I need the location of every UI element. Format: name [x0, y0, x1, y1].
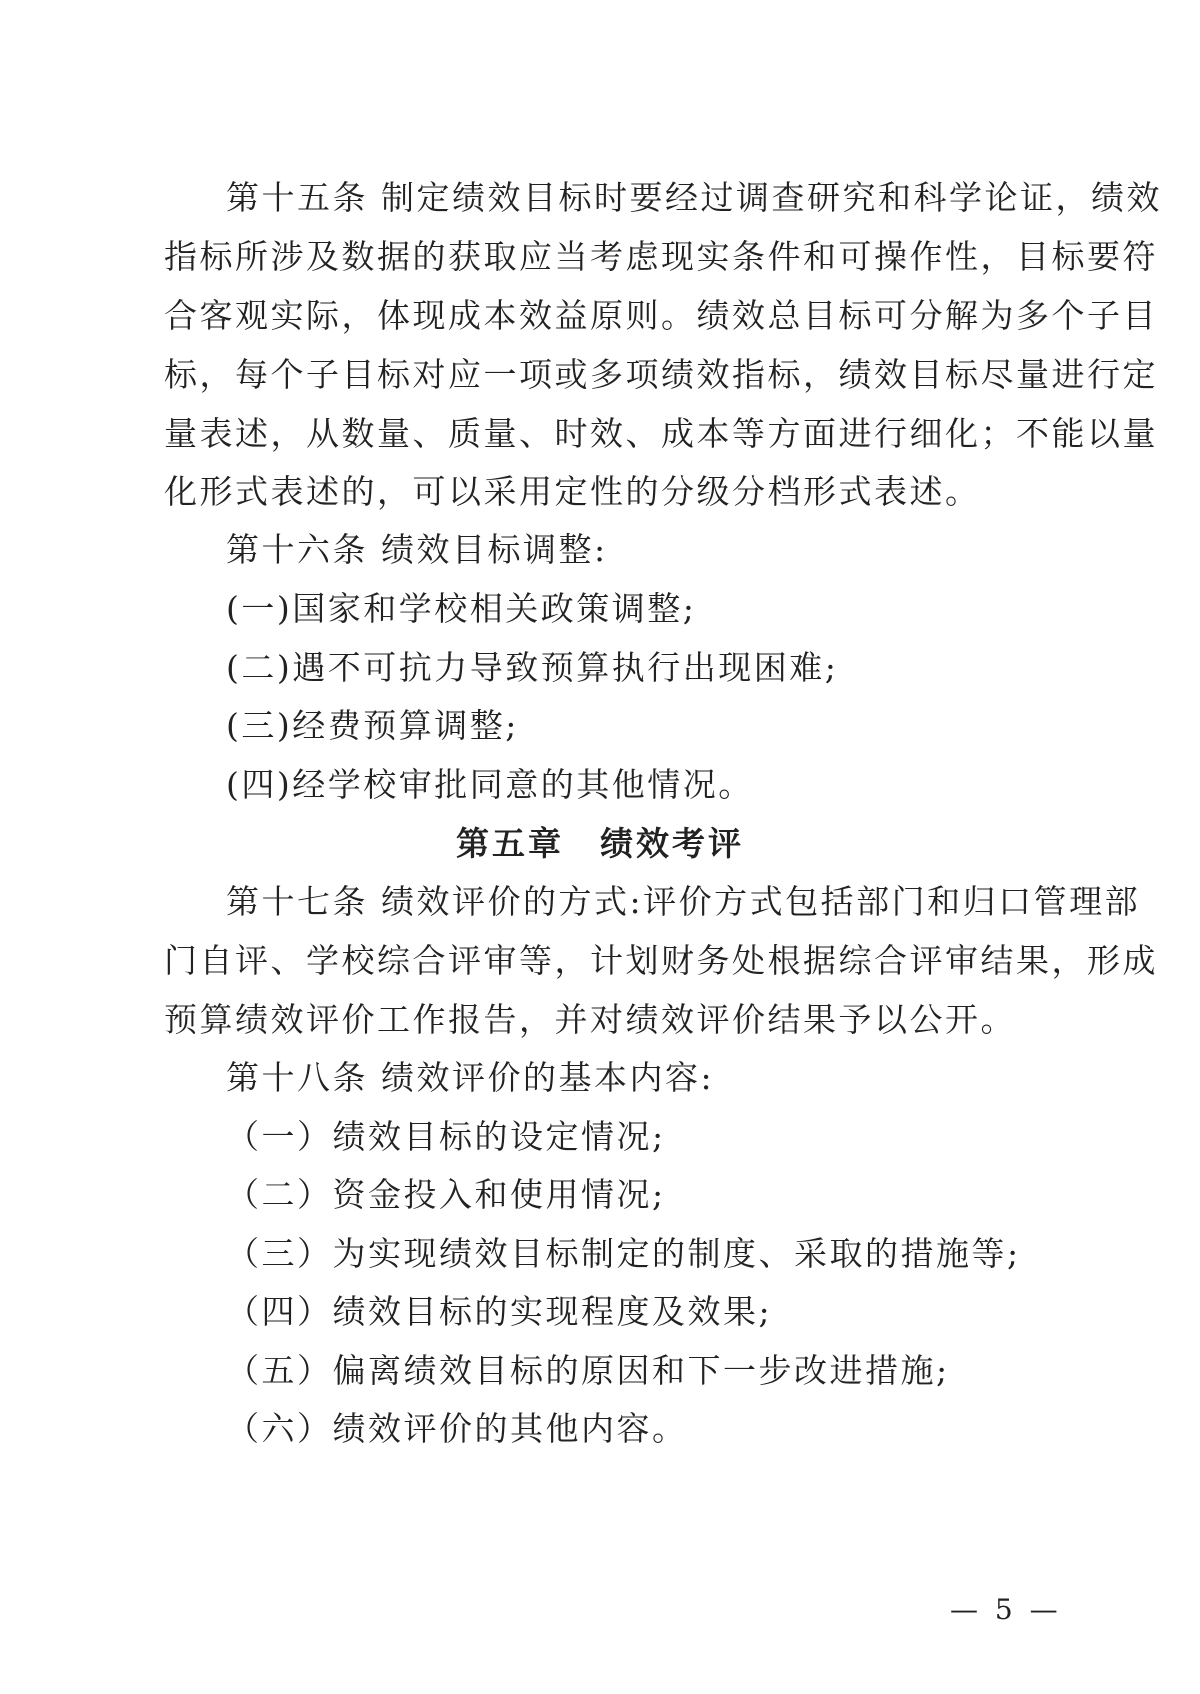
- article15-line-4: 标，每个子目标对应一项或多项绩效指标，绩效目标尽量进行定: [164, 355, 1158, 394]
- article18-item-5: （五）偏离绩效目标的原因和下一步改进措施;: [226, 1351, 950, 1390]
- article15-line-3: 合客观实际，体现成本效益原则。绩效总目标可分解为多个子目: [164, 296, 1158, 335]
- article17-line-3: 预算绩效评价工作报告，并对绩效评价结果予以公开。: [164, 1000, 1016, 1039]
- article16-item-2: (二)遇不可抗力导致预算执行出现困难;: [226, 648, 839, 687]
- article18-item-1: （一）绩效目标的设定情况;: [226, 1117, 666, 1156]
- article18-item-4: （四）绩效目标的实现程度及效果;: [226, 1292, 773, 1331]
- article18-item-3: （三）为实现绩效目标制定的制度、采取的措施等;: [226, 1234, 1021, 1273]
- article17-line-2: 门自评、学校综合评审等，计划财务处根据综合评审结果，形成: [164, 941, 1158, 980]
- article17-line-1: 第十七条 绩效评价的方式:评价方式包括部门和归口管理部: [226, 882, 1141, 921]
- article15-line-2: 指标所涉及数据的获取应当考虑现实条件和可操作性，目标要符: [164, 237, 1158, 276]
- article16-item-1: (一)国家和学校相关政策调整;: [226, 589, 697, 628]
- article18-item-2: （二）资金投入和使用情况;: [226, 1175, 666, 1214]
- article18-item-6: （六）绩效评价的其他内容。: [226, 1409, 688, 1448]
- article16-heading: 第十六条 绩效目标调整:: [226, 530, 608, 569]
- chapter-title: 第五章 绩效考评: [456, 824, 744, 863]
- article16-item-4: (四)经学校审批同意的其他情况。: [226, 765, 754, 804]
- article16-item-3: (三)经费预算调整;: [226, 706, 519, 745]
- article15-line-6: 化形式表述的，可以采用定性的分级分档形式表述。: [164, 472, 981, 511]
- article15-line-5: 量表述，从数量、质量、时效、成本等方面进行细化；不能以量: [164, 414, 1158, 453]
- page-number: — 5 —: [950, 1593, 1062, 1626]
- article18-heading: 第十八条 绩效评价的基本内容:: [226, 1058, 715, 1097]
- article15-line-1: 第十五条 制定绩效目标时要经过调查研究和科学论证，绩效: [226, 178, 1162, 217]
